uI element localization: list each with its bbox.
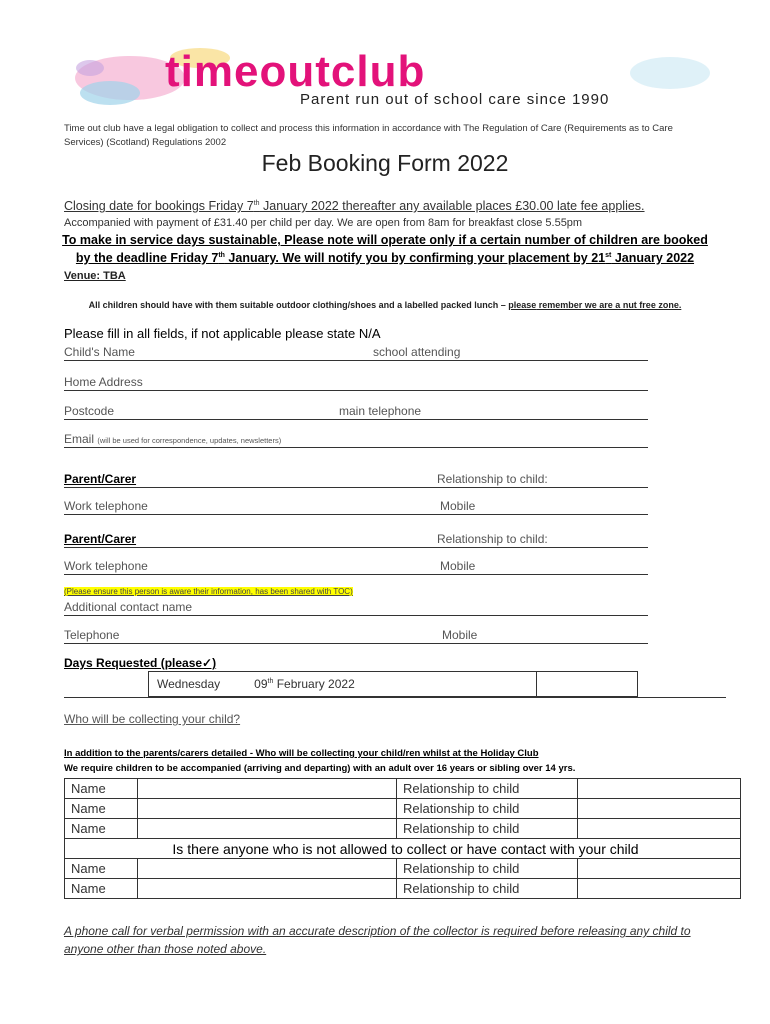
work-telephone-1-label: Work telephone (64, 499, 148, 513)
work-telephone-2-field[interactable] (64, 560, 648, 575)
day-cell: Wednesday 09th February 2022 (149, 672, 537, 697)
relationship-input[interactable] (578, 799, 741, 819)
day-tick-box[interactable] (537, 672, 638, 697)
page-title: Feb Booking Form 2022 (261, 150, 509, 176)
work-telephone-1-field[interactable] (64, 500, 648, 515)
telephone-field[interactable] (64, 629, 648, 644)
collecting-note-1: In addition to the parents/carers detailed - Who will be collecting your child/ren whilst at the Holiday Club (64, 748, 539, 759)
venue: Venue: TBA (64, 270, 126, 282)
day-row (149, 672, 638, 697)
school-label: school attending (373, 345, 461, 359)
name-input[interactable] (138, 799, 397, 819)
main-telephone-label: main telephone (339, 404, 422, 418)
parent-carer-1-label: Parent/Carer (64, 472, 137, 486)
name-label: Name (65, 879, 138, 899)
collecting-note-2: We require children to be accompanied (arriving and departing) with an adult over 16 years or sibling over 14 yrs. (64, 763, 576, 774)
relationship-label: Relationship to child (397, 859, 578, 879)
relationship-label: Relationship to child (397, 879, 578, 899)
logo-brand: timeoutclub (165, 47, 426, 96)
relationship-2-label: Relationship to child: (437, 532, 548, 546)
not-allowed-heading: Is there anyone who is not allowed to collect or have contact with your child (65, 839, 741, 859)
days-requested-heading: Days Requested (please✓) (64, 656, 217, 670)
email-label: Email (will be used for correspondence, updates, newsletters) (64, 432, 282, 446)
table-row (65, 779, 741, 799)
days-divider (64, 697, 726, 698)
collectors-table (64, 778, 741, 899)
table-row (65, 839, 741, 859)
legal-notice: Time out club have a legal obligation to collect and process this information in accordance with The Regulation of Care (Requirements as to Care Services) (Scotland) Regulations 2002 (64, 123, 673, 148)
clothing-note: All children should have with them suitable outdoor clothing/shoes and a labelled packed lunch – please remember we are a nut free zone. (88, 300, 682, 310)
mobile-1-label: Mobile (440, 499, 476, 513)
timeoutclub-logo (70, 38, 710, 114)
table-row (65, 799, 741, 819)
relationship-label: Relationship to child (397, 819, 578, 839)
parent-carer-1-field[interactable] (64, 473, 648, 488)
table-row (65, 859, 741, 879)
parent-carer-2-label: Parent/Carer (64, 532, 137, 546)
sustainability-note-2: by the deadline Friday 7th January. We will notify you by confirming your placement by 21st January 2022 (75, 251, 695, 265)
telephone-label: Telephone (64, 628, 120, 642)
parent-carer-2-field[interactable] (64, 533, 648, 548)
additional-contact-label: Additional contact name (64, 600, 193, 614)
table-row (65, 879, 741, 899)
work-telephone-2-label: Work telephone (64, 559, 148, 573)
relationship-label: Relationship to child (397, 799, 578, 819)
name-input[interactable] (138, 859, 397, 879)
name-input[interactable] (138, 779, 397, 799)
days-table (148, 671, 638, 697)
fill-instructions: Please fill in all fields, if not applicable please state N/A (64, 326, 381, 341)
relationship-label: Relationship to child (397, 779, 578, 799)
mobile-3-label: Mobile (442, 628, 478, 642)
childs-name-label: Child's Name (64, 345, 135, 359)
postcode-label: Postcode (64, 404, 115, 418)
relationship-input[interactable] (578, 779, 741, 799)
permission-footer: A phone call for verbal permission with an accurate description of the collector is required before releasing any child to anyone other than those noted above. (64, 924, 691, 956)
name-label: Name (65, 859, 138, 879)
relationship-input[interactable] (578, 879, 741, 899)
name-input[interactable] (138, 879, 397, 899)
relationship-input[interactable] (578, 859, 741, 879)
collecting-question: Who will be collecting your child? (64, 712, 241, 726)
childs-name-field[interactable] (64, 346, 648, 361)
name-label: Name (65, 799, 138, 819)
payment-info: Accompanied with payment of £31.40 per child per day. We are open from 8am for breakfast close 5.55pm (64, 217, 583, 229)
name-label: Name (65, 819, 138, 839)
home-address-field[interactable] (64, 376, 648, 391)
logo-tagline: Parent run out of school care since 1990 (300, 91, 610, 108)
relationship-1-label: Relationship to child: (437, 472, 548, 486)
sustainability-note-1: To make in service days sustainable, Please note will operate only if a certain number of children are booked (62, 233, 708, 247)
name-label: Name (65, 779, 138, 799)
mobile-2-label: Mobile (440, 559, 476, 573)
closing-date: Closing date for bookings Friday 7th January 2022 thereafter any available places £30.00 late fee applies. (64, 199, 645, 213)
relationship-input[interactable] (578, 819, 741, 839)
table-row (65, 819, 741, 839)
name-input[interactable] (138, 819, 397, 839)
home-address-label: Home Address (64, 375, 143, 389)
shared-info-note: (Please ensure this person is aware their information, has been shared with TOC) (64, 587, 353, 596)
